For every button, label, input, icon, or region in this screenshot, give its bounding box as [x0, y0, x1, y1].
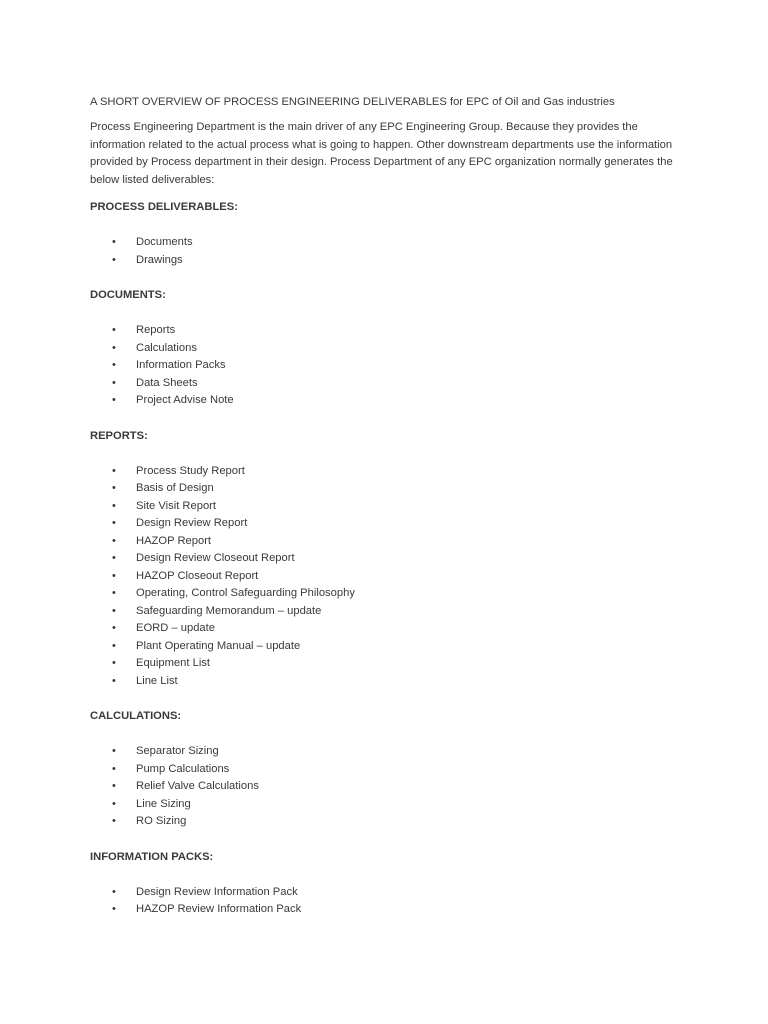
list-item-text: Documents — [136, 236, 193, 248]
list-item — [90, 375, 690, 393]
bullet-icon: • — [112, 464, 116, 477]
list-item — [90, 357, 690, 375]
bullet-icon: • — [112, 236, 116, 248]
list-item — [90, 761, 690, 779]
list-item — [90, 655, 690, 673]
list-item — [90, 638, 690, 656]
intro-paragraph: Process Engineering Department is the main driver of any EPC Engineering Group. Because they provides the information related to the actual process what is going to happen. Other downstream departments use the information provided by Process department in their design. Process Department of any EPC organization normally generates the below listed deliverables: — [90, 121, 673, 186]
list-item-text: Operating, Control Safeguarding Philosophy — [136, 587, 355, 599]
bullet-icon: • — [112, 376, 116, 389]
bullet-icon: • — [112, 359, 116, 371]
bullet-list — [90, 234, 690, 269]
bullet-icon: • — [112, 341, 116, 354]
list-item-text: HAZOP Closeout Report — [136, 569, 259, 582]
list-item-text: Design Review Closeout Report — [136, 552, 295, 564]
bullet-icon: • — [112, 903, 116, 915]
bullet-list — [90, 322, 690, 410]
list-item-text: Plant Operating Manual – update — [136, 639, 301, 652]
list-item-text: RO Sizing — [136, 815, 187, 827]
list-item — [90, 533, 690, 551]
list-item-text: Pump Calculations — [136, 762, 230, 775]
list-item-text: Process Study Report — [136, 464, 245, 477]
bullet-icon: • — [112, 482, 116, 494]
list-item — [90, 813, 690, 831]
list-item-text: Data Sheets — [136, 376, 198, 389]
bullet-icon: • — [112, 604, 116, 617]
list-item-text: HAZOP Report — [136, 534, 212, 547]
section-heading: CALCULATIONS: — [90, 710, 182, 722]
sections-container — [90, 199, 690, 919]
bullet-icon: • — [112, 797, 116, 810]
list-item-text: Site Visit Report — [136, 499, 217, 512]
section-heading: PROCESS DELIVERABLES: — [90, 201, 238, 213]
bullet-icon: • — [112, 674, 116, 687]
list-item-text: Reports — [136, 324, 176, 336]
section-heading: INFORMATION PACKS: — [90, 850, 214, 863]
list-item — [90, 322, 690, 340]
list-item-text: Safeguarding Memorandum – update — [136, 604, 322, 617]
bullet-icon: • — [112, 622, 116, 634]
list-item-text: HAZOP Review Information Pack — [136, 903, 302, 915]
bullet-icon: • — [112, 552, 116, 564]
list-item-text: Equipment List — [136, 657, 211, 669]
document-page — [90, 94, 690, 937]
list-item — [90, 901, 690, 919]
list-item — [90, 252, 690, 270]
list-item-text: Relief Valve Calculations — [136, 780, 259, 792]
document-title: A SHORT OVERVIEW OF PROCESS ENGINEERING DELIVERABLES for EPC of Oil and Gas industries — [90, 96, 615, 108]
list-item — [90, 796, 690, 814]
bullet-icon: • — [112, 394, 116, 406]
bullet-icon: • — [112, 587, 116, 599]
bullet-icon: • — [112, 253, 116, 266]
list-item-text: Information Packs — [136, 359, 226, 371]
list-item — [90, 743, 690, 761]
list-item-text: Line Sizing — [136, 797, 191, 810]
section-heading: DOCUMENTS: — [90, 289, 166, 301]
list-item — [90, 550, 690, 568]
bullet-icon: • — [112, 517, 116, 529]
bullet-icon: • — [112, 534, 116, 547]
list-item — [90, 673, 690, 691]
list-item-text: Project Advise Note — [136, 394, 234, 406]
bullet-list — [90, 463, 690, 691]
bullet-icon: • — [112, 762, 116, 775]
bullet-icon: • — [112, 780, 116, 792]
bullet-icon: • — [112, 324, 116, 336]
list-item-text: Drawings — [136, 253, 183, 266]
list-item-text: Line List — [136, 674, 178, 687]
list-item — [90, 585, 690, 603]
bullet-list — [90, 743, 690, 831]
bullet-icon: • — [112, 657, 116, 669]
list-item — [90, 340, 690, 358]
list-item — [90, 568, 690, 586]
list-item — [90, 498, 690, 516]
list-item-text: Calculations — [136, 341, 197, 354]
bullet-icon: • — [112, 745, 116, 757]
bullet-list — [90, 884, 690, 919]
list-item-text: Separator Sizing — [136, 745, 219, 757]
list-item-text: Design Review Information Pack — [136, 885, 298, 898]
list-item — [90, 480, 690, 498]
list-item — [90, 234, 690, 252]
list-item-text: EORD – update — [136, 622, 215, 634]
bullet-icon: • — [112, 815, 116, 827]
list-item — [90, 515, 690, 533]
bullet-icon: • — [112, 499, 116, 512]
section-heading: REPORTS: — [90, 429, 148, 442]
list-item — [90, 778, 690, 796]
list-item — [90, 620, 690, 638]
list-item — [90, 884, 690, 902]
bullet-icon: • — [112, 639, 116, 652]
list-item — [90, 392, 690, 410]
bullet-icon: • — [112, 885, 116, 898]
list-item-text: Basis of Design — [136, 482, 214, 494]
list-item — [90, 603, 690, 621]
bullet-icon: • — [112, 569, 116, 582]
list-item — [90, 463, 690, 481]
list-item-text: Design Review Report — [136, 517, 248, 529]
